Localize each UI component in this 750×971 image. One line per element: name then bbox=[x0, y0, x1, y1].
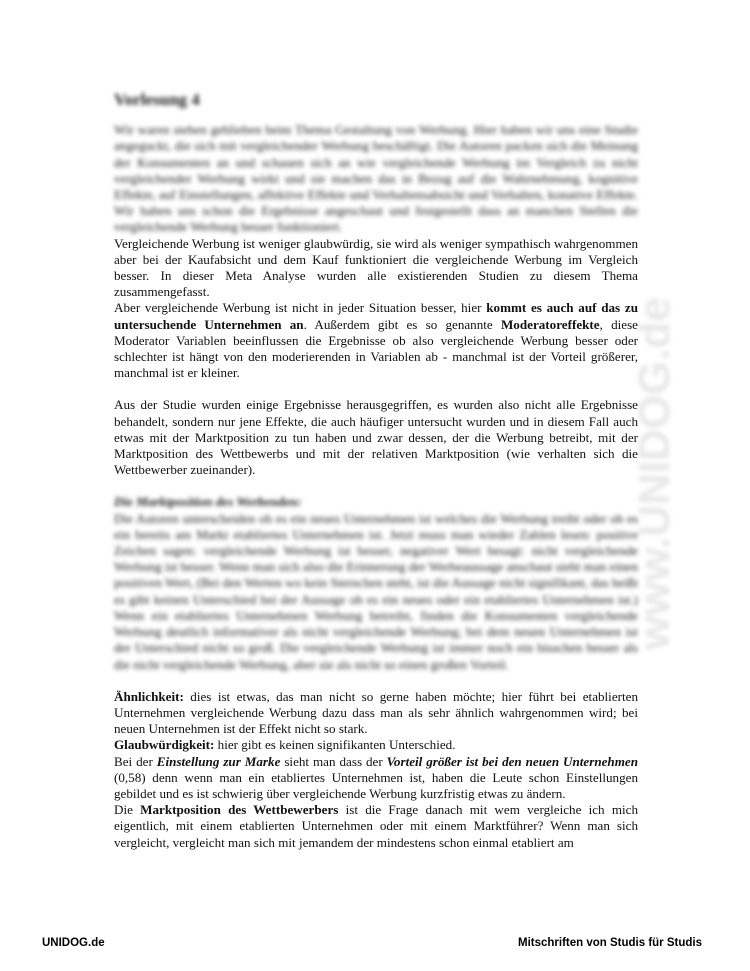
paragraph-credibility: Vergleichende Werbung ist weniger glaubwürdig, sie wird als weniger sympathisch wahrgenommen aber bei der Kaufabsicht und dem Kauf funktioniert die vergleichende Werbung im Vergleich besser. In dieser Meta Analyse wurden alle existierenden Studien zu diesem Thema zusammengefasst. bbox=[114, 235, 638, 300]
spacer bbox=[114, 381, 638, 397]
page-content bbox=[114, 92, 638, 851]
text-run: hier gibt es keinen signifikanten Unterschied. bbox=[214, 737, 456, 753]
blurred-section bbox=[114, 494, 638, 672]
spacer bbox=[114, 673, 638, 689]
emphasis-moderator: Moderatoreffekte bbox=[500, 316, 600, 332]
text-run: (0,58) denn wenn man ein etabliertes Unternehmen ist, haben die Leute schon Einstellungen gebildet und es ist schwierig über vergleichende Werbung kurzfristig etwas zu ändern. bbox=[114, 769, 638, 801]
paragraph-study-results: Aus der Studie wurden einige Ergebnisse herausgegriffen, es wurden also nicht alle Ergebnisse behandelt, sondern nur jene Effekte, die auch häufiger untersucht wurden und in diesem Fall auch etwas mit der Marktposition zu tun haben und zwar dessen, der die Werbung betreibt, mit der Marktposition des Wettbewerbs und mit der relativen Marktposition (wie verhalten sich die Wettbewerber zueinander). bbox=[114, 397, 638, 478]
text-run: Aber vergleichende Werbung ist nicht in jeder Situation besser, hier bbox=[114, 300, 487, 316]
paragraph-competitor-position bbox=[114, 802, 638, 851]
intro-paragraph-blurred: Wir waren stehen geblieben beim Thema Gestaltung von Werbung. Hier haben wir uns eine Studie angeguckt, die sich mit vergleichender Werbung beschäftigt. Die Autoren packen sich die Meinung der Konsumenten an und schauen sich an wie vergleichende Werbung im Vergleich zu nicht vergleichender Werbung wirkt und sie machen das in Bezug auf die Wahrnehmung, kognitive Effekte, auf Einstellungen, affektive Effekte und Verhaltensabsicht und Verhalten, konative Effekte. Wir haben uns schon die Ergebnisse angeschaut und festgestellt dass an manchen Stellen die vergleichende Werbung besser funktioniert. bbox=[114, 122, 638, 235]
text-run: Bei der bbox=[114, 753, 157, 769]
text-run: ist die Frage danach mit wem vergleiche ich mich eigentlich, mit einem etablierten Unternehmen oder mit einem Marktführer? Wenn man sich vergleicht, vergleicht man sich mit jemandem der mindestens schon einmal etabliert am bbox=[114, 802, 639, 850]
label-similarity: Ähnlichkeit: bbox=[114, 688, 184, 704]
emphasis-company: kommt es auch auf das zu untersuchende Unternehmen an bbox=[114, 300, 638, 332]
text-run: . Außerdem gibt es so genannte bbox=[303, 316, 501, 332]
paragraph-trust bbox=[114, 737, 638, 753]
paragraph-moderators bbox=[114, 300, 638, 381]
text-run: dies ist etwas, das man nicht so gerne haben möchte; hier führt bei etablierten Unternehmen vergleichende Werbung dazu dass man als sehr ähnlich wahrgenommen wird; bei neuen Unternehmen ist der Effekt nicht so stark. bbox=[114, 688, 638, 737]
paragraph-brand-attitude bbox=[114, 754, 638, 803]
text-run: , diese Moderator Variablen beeinflussen die Ergebnisse ob also vergleichende Werbung besser oder schlechter ist hängt von den moderierenden in Variablen ab - manchmal ist der Vorteil größerer, manchmal ist er kleiner. bbox=[114, 316, 638, 381]
paragraph-similarity bbox=[114, 689, 638, 738]
section-heading-blurred: Die Marktposition des Werbenden: bbox=[114, 494, 302, 510]
emphasis-competitor: Marktposition des Wettbewerbers bbox=[140, 802, 339, 818]
spacer bbox=[114, 478, 638, 494]
emphasis-brand-attitude: Einstellung zur Marke bbox=[156, 753, 281, 769]
text-run: Die bbox=[114, 802, 141, 818]
label-trust: Glaubwürdigkeit: bbox=[114, 737, 215, 753]
page-title: Vorlesung 4 bbox=[114, 90, 200, 109]
footer-tagline: Mitschriften von Studis für Studis bbox=[517, 937, 702, 949]
footer-brand: UNIDOG.de bbox=[42, 937, 105, 949]
text-run: sieht man dass der bbox=[280, 753, 387, 769]
watermark: www.UNIDOG.de bbox=[630, 297, 679, 650]
section-body-blurred: Die Autoren unterscheiden ob es ein neues Unternehmen ist welches die Werbung treibt oder ob es ein bereits am Markt etabliertes Unternehmen ist. Jetzt muss man wieder Zahlen lesen: positive Zeichen sagen: vergleichende Werbung ist besser, negativer Wert besagt: nicht vergleichende Werbung ist besser. Wenn man sich also die Erinnerung der Werbeaussage anschaut sieht man einen positiven Wert, (Bei den Werten wo kein Sternchen steht, ist die Aussage nicht signifikant, das heißt es gibt keinen Unterschied bei der Aussage ob es ein neues oder ein etabliertes Unternehmen ist.) Wenn ein etabliertes Unternehmen Werbung betreibt, finden die Konsumenten vergleichende Werbung deutlich informativer als nicht vergleichende Werbung; bei dem neuen Unternehmen ist der Unterschied nicht so groß. Die vergleichende Werbung ist immer noch ein bisschen besser als die nicht vergleichende Werbung, aber sie als nicht so einen großen Vorteil. bbox=[114, 510, 638, 672]
emphasis-advantage: Vorteil größer ist bei den neuen Unternehmen bbox=[386, 753, 638, 769]
